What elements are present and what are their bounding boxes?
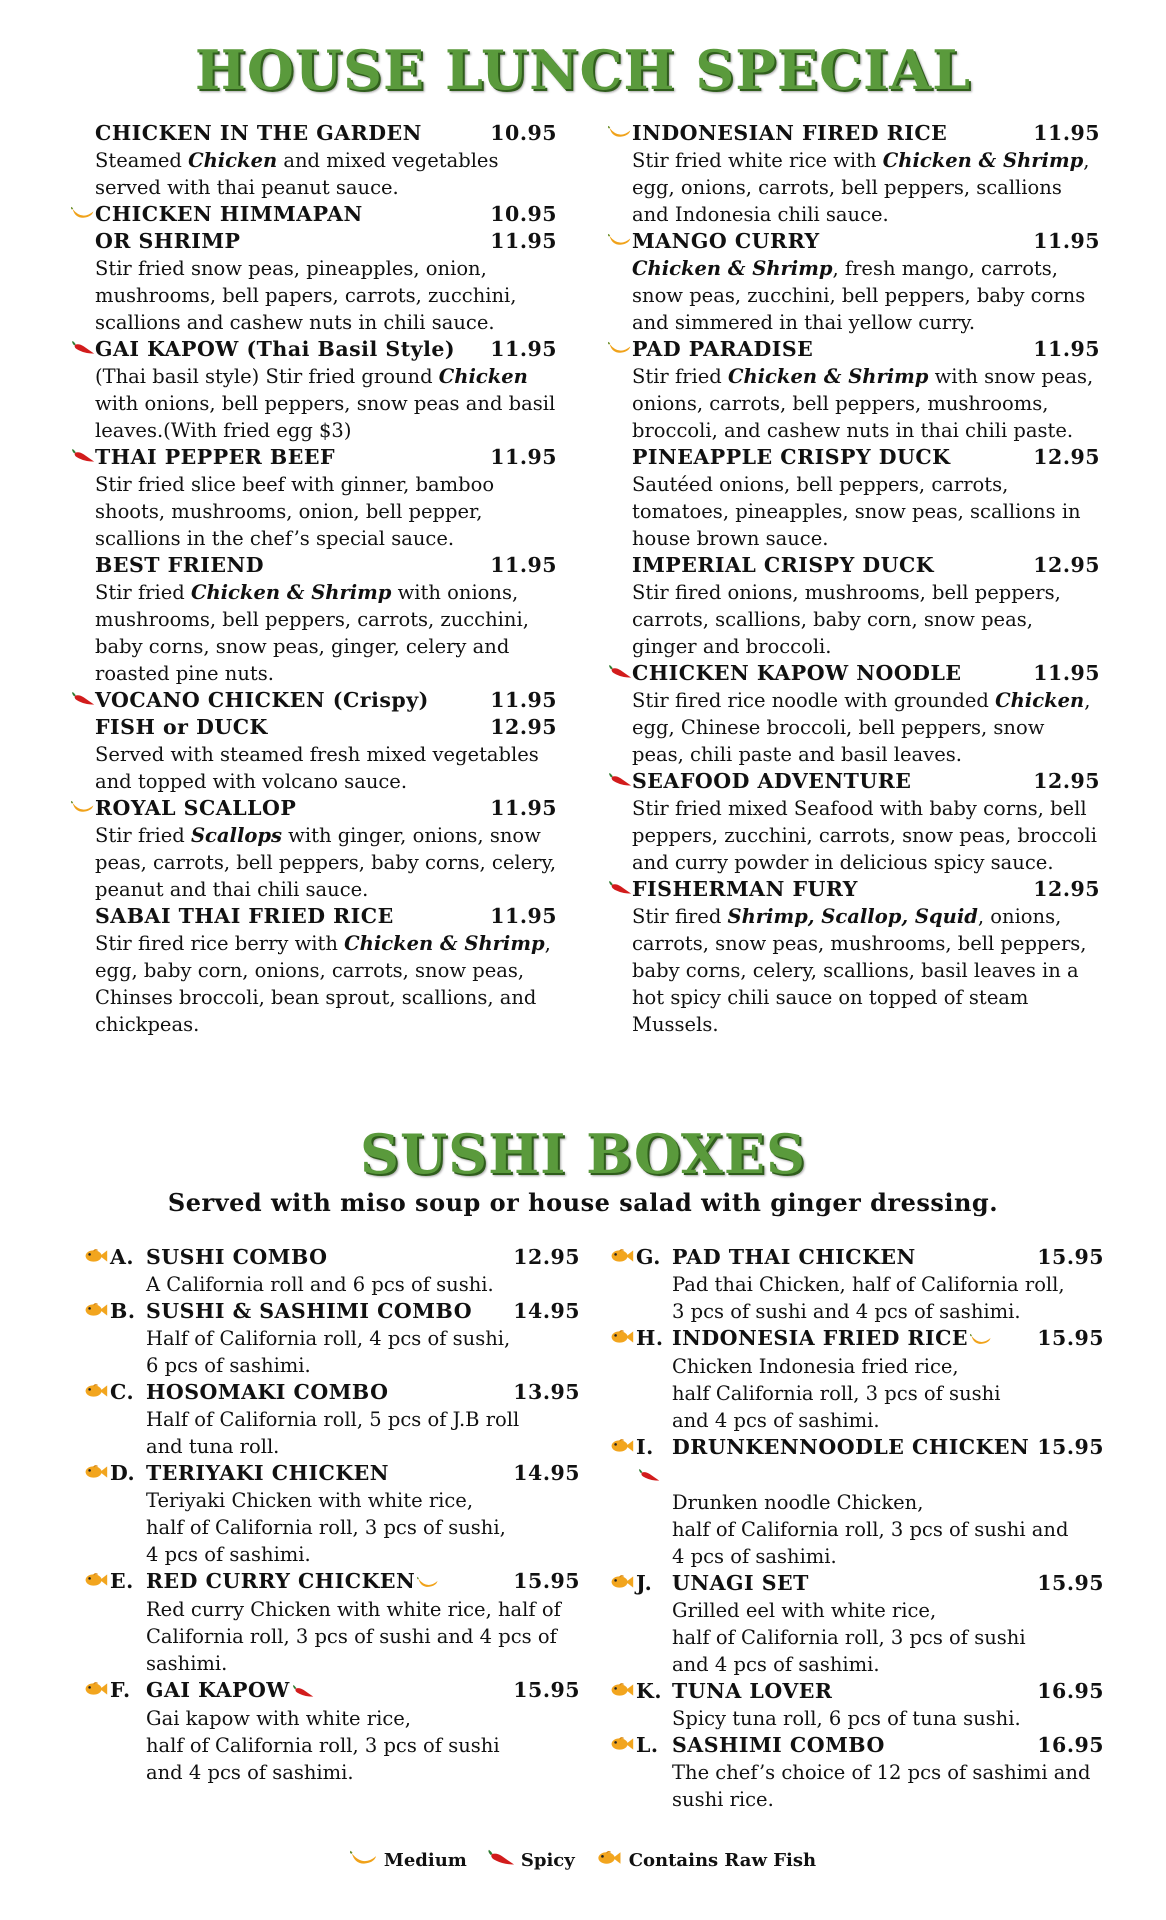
item-name: SABAI THAI FRIED RICE xyxy=(95,904,394,928)
item-description: Stir fried Scallops with ginger, onions, snow peas, carrots, bell peppers, baby corns, celery, peanut and thai chili sauce. xyxy=(95,824,557,901)
item-name: SUSHI & SASHIMI COMBO xyxy=(146,1299,473,1323)
item-price: 14.95 xyxy=(513,1299,580,1323)
item-description: A California roll and 6 pcs of sushi. xyxy=(146,1273,494,1296)
sushi-item xyxy=(636,1325,1104,1434)
item-name: HOSOMAKI COMBO xyxy=(146,1380,389,1404)
item-name: RED CURRY CHICKEN xyxy=(146,1569,416,1593)
item-description: Sautéed onions, bell peppers, carrots, tomatoes, pineapples, snow peas, scallions in house brown sauce. xyxy=(632,473,1081,550)
sushi-item xyxy=(636,1244,1104,1325)
item-description: Chicken Indonesia fried rice, half California roll, 3 pcs of sushi and 4 pcs of sashimi. xyxy=(672,1355,1001,1432)
item-code: J. xyxy=(636,1571,653,1595)
spicy-icon xyxy=(71,691,95,710)
spicy-icon xyxy=(71,448,95,467)
sushi-left-column xyxy=(110,1244,580,1786)
item-description: Pad thai Chicken, half of California roll, 3 pcs of sushi and 4 pcs of sashimi. xyxy=(672,1273,1065,1323)
item-description: Stir fired onions, mushrooms, bell peppers, carrots, scallions, baby corn, snow peas, ginger and broccoli. xyxy=(632,581,1061,658)
item-price: 11.95 xyxy=(1033,121,1100,145)
item-price: 16.95 xyxy=(1037,1679,1104,1703)
item-description: The chef’s choice of 12 pcs of sashimi and sushi rice. xyxy=(672,1761,1091,1811)
spicy-icon xyxy=(608,880,632,899)
item-price: 11.95 xyxy=(490,688,557,712)
item-description: Stir fried mixed Seafood with baby corns, bell peppers, zucchini, carrots, snow peas, broccoli and curry powder in delicious spicy sauce. xyxy=(632,797,1097,874)
menu-item xyxy=(632,228,1100,336)
item-price: 15.95 xyxy=(1037,1435,1104,1459)
item-price: 12.95 xyxy=(1033,553,1100,577)
item-description: Chicken & Shrimp, fresh mango, carrots, snow peas, zucchini, bell peppers, baby corns and simmered in thai yellow curry. xyxy=(632,257,1086,334)
medium-icon xyxy=(608,124,632,143)
menu-item xyxy=(95,120,557,201)
item-name: TERIYAKI CHICKEN xyxy=(146,1461,390,1485)
sushi-item xyxy=(110,1298,580,1379)
menu-item xyxy=(632,768,1100,876)
item-code: L. xyxy=(636,1733,659,1757)
menu-item xyxy=(95,336,557,444)
item-name: IMPERIAL CRISPY DUCK xyxy=(632,553,935,577)
item-name: CHICKEN KAPOW NOODLE xyxy=(632,661,962,685)
item-description: Stir fried snow peas, pineapples, onion, mushrooms, bell papers, carrots, zucchini, scallions and cashew nuts in chili sauce. xyxy=(95,257,517,334)
medium-icon xyxy=(608,340,632,359)
item-name: UNAGI SET xyxy=(672,1571,809,1595)
item-description: Stir fried slice beef with ginner, bamboo shoots, mushrooms, onion, bell pepper, scallions in the chef’s special sauce. xyxy=(95,473,495,550)
item-description: Half of California roll, 4 pcs of sushi, 6 pcs of sashimi. xyxy=(146,1327,511,1377)
medium-icon xyxy=(350,1849,378,1872)
item-name-alt: OR SHRIMP xyxy=(95,229,241,253)
spicy-icon xyxy=(608,664,632,683)
menu-item xyxy=(632,336,1100,444)
item-price: 12.95 xyxy=(513,1245,580,1269)
item-description: Served with steamed fresh mixed vegetables and topped with volcano sauce. xyxy=(95,743,539,793)
item-description: Steamed Chicken and mixed vegetables served with thai peanut sauce. xyxy=(95,149,499,199)
raw-fish-icon xyxy=(84,1382,108,1404)
sushi-item xyxy=(110,1677,580,1786)
raw-fish-icon xyxy=(84,1571,108,1593)
item-name: ROYAL SCALLOP xyxy=(95,796,297,820)
menu-item xyxy=(632,552,1100,660)
raw-fish-icon xyxy=(84,1680,108,1702)
item-description: (Thai basil style) Stir fried ground Chicken with onions, bell peppers, snow peas and basil leaves.(With fried egg $3) xyxy=(95,365,556,442)
item-description: Stir fried Chicken & Shrimp with snow peas, onions, carrots, bell peppers, mushrooms, broccoli, and cashew nuts in thai chili paste. xyxy=(632,365,1094,442)
raw-fish-icon xyxy=(595,1849,623,1872)
medium-icon xyxy=(417,1569,439,1596)
item-code: A. xyxy=(110,1245,135,1269)
item-name: PINEAPPLE CRISPY DUCK xyxy=(632,445,951,469)
raw-fish-icon xyxy=(610,1437,634,1459)
item-description: Teriyaki Chicken with white rice, half of California roll, 3 pcs of sushi, 4 pcs of sashimi. xyxy=(146,1489,506,1566)
item-description: Stir fired Shrimp, Scallop, Squid, onions, carrots, snow peas, mushrooms, bell peppers, baby corns, celery, scallions, basil leaves in a hot spicy chili sauce on topped of steam Mussels. xyxy=(632,905,1087,1036)
item-code: E. xyxy=(110,1569,134,1593)
raw-fish-icon xyxy=(610,1573,634,1595)
item-description: Stir fired rice berry with Chicken & Shrimp, egg, baby corn, onions, carrots, snow peas, Chinses broccoli, bean sprout, scallions, and chickpeas. xyxy=(95,932,551,1036)
item-price: 15.95 xyxy=(1037,1245,1104,1269)
item-name: SEAFOOD ADVENTURE xyxy=(632,769,912,793)
menu-item xyxy=(632,444,1100,552)
item-name: FISHERMAN FURY xyxy=(632,877,858,901)
sushi-item xyxy=(636,1732,1104,1813)
item-name: THAI PEPPER BEEF xyxy=(95,445,336,469)
item-price: 12.95 xyxy=(1033,445,1100,469)
item-price: 12.95 xyxy=(1033,769,1100,793)
item-name: INDONESIAN FIRED RICE xyxy=(632,121,948,145)
spicy-icon xyxy=(638,1462,660,1489)
item-description: Red curry Chicken with white rice, half of California roll, 3 pcs of sushi and 4 pcs of sashimi. xyxy=(146,1598,561,1675)
item-price: 11.95 xyxy=(1033,229,1100,253)
menu-item xyxy=(632,660,1100,768)
menu-item xyxy=(632,120,1100,228)
menu-item xyxy=(95,552,557,687)
item-price: 10.95 xyxy=(490,121,557,145)
medium-icon xyxy=(71,799,95,818)
item-description: Half of California roll, 5 pcs of J.B roll and tuna roll. xyxy=(146,1408,520,1458)
item-name: CHICKEN IN THE GARDEN xyxy=(95,121,422,145)
item-price: 11.95 xyxy=(490,553,557,577)
spicy-icon xyxy=(487,1849,515,1872)
sushi-item xyxy=(636,1678,1104,1732)
legend-spicy: Spicy xyxy=(487,1849,575,1872)
item-price: 16.95 xyxy=(1037,1733,1104,1757)
item-price: 12.95 xyxy=(1033,877,1100,901)
item-name: TUNA LOVER xyxy=(672,1679,833,1703)
item-name: VOCANO CHICKEN (Crispy) xyxy=(95,688,429,712)
item-price: 11.95 xyxy=(490,445,557,469)
menu-item xyxy=(95,903,557,1038)
menu-item xyxy=(95,795,557,903)
item-name: PAD THAI CHICKEN xyxy=(672,1245,916,1269)
item-name: PAD PARADISE xyxy=(632,337,814,361)
raw-fish-icon xyxy=(610,1328,634,1350)
item-price: 10.95 xyxy=(490,202,557,226)
menu-item xyxy=(632,876,1100,1038)
item-code: K. xyxy=(636,1679,662,1703)
item-price: 15.95 xyxy=(1037,1571,1104,1595)
medium-icon xyxy=(970,1326,992,1353)
raw-fish-icon xyxy=(610,1735,634,1757)
item-name: SASHIMI COMBO xyxy=(672,1733,885,1757)
item-code: I. xyxy=(636,1435,654,1459)
item-code: B. xyxy=(110,1299,136,1323)
sushi-subtitle: Served with miso soup or house salad with ginger dressing. xyxy=(167,1188,999,1217)
item-price-alt: 11.95 xyxy=(490,229,557,253)
item-price: 14.95 xyxy=(513,1461,580,1485)
lunch-right-column xyxy=(632,120,1100,1038)
item-price: 11.95 xyxy=(490,796,557,820)
sushi-item xyxy=(110,1379,580,1460)
menu-item xyxy=(95,444,557,552)
item-description: Spicy tuna roll, 6 pcs of tuna sushi. xyxy=(672,1707,1021,1730)
raw-fish-icon xyxy=(610,1247,634,1269)
raw-fish-icon xyxy=(84,1301,108,1323)
item-name: GAI KAPOW (Thai Basil Style) xyxy=(95,337,456,361)
item-price-alt: 12.95 xyxy=(490,715,557,739)
spicy-icon xyxy=(608,772,632,791)
item-name: CHICKEN HIMMAPAN xyxy=(95,202,363,226)
menu-item xyxy=(95,201,557,336)
item-price: 15.95 xyxy=(513,1569,580,1593)
item-code: D. xyxy=(110,1461,136,1485)
menu-item xyxy=(95,687,557,795)
sushi-item xyxy=(110,1568,580,1677)
item-description: Stir fired rice noodle with grounded Chicken, egg, Chinese broccoli, bell peppers, snow peas, chili paste and basil leaves. xyxy=(632,689,1091,766)
item-price: 11.95 xyxy=(490,904,557,928)
raw-fish-icon xyxy=(84,1463,108,1485)
item-price: 11.95 xyxy=(1033,661,1100,685)
item-description: Gai kapow with white rice, half of California roll, 3 pcs of sushi and 4 pcs of sashimi. xyxy=(146,1707,500,1784)
medium-icon xyxy=(71,205,95,224)
item-name: BEST FRIEND xyxy=(95,553,264,577)
medium-icon xyxy=(608,232,632,251)
spicy-icon xyxy=(292,1678,314,1705)
sushi-item xyxy=(110,1460,580,1568)
item-description: Drunken noodle Chicken, half of California roll, 3 pcs of sushi and 4 pcs of sashimi. xyxy=(672,1491,1069,1568)
item-description: Stir fried white rice with Chicken & Shrimp, egg, onions, carrots, bell peppers, scallions and Indonesia chili sauce. xyxy=(632,149,1090,226)
item-code: H. xyxy=(636,1326,664,1350)
lunch-left-column xyxy=(95,120,557,1038)
item-description: Stir fried Chicken & Shrimp with onions, mushrooms, bell peppers, carrots, zucchini, baby corns, snow peas, ginger, celery and roasted pine nuts. xyxy=(95,581,529,685)
item-name: INDONESIA FRIED RICE xyxy=(672,1326,969,1350)
sushi-item xyxy=(110,1244,580,1298)
item-description: Grilled eel with white rice, half of California roll, 3 pcs of sushi and 4 pcs of sashimi. xyxy=(672,1599,1026,1676)
legend-medium: Medium xyxy=(350,1849,467,1872)
item-price: 11.95 xyxy=(1033,337,1100,361)
raw-fish-icon xyxy=(610,1681,634,1703)
item-name: DRUNKENNOODLE CHICKEN xyxy=(672,1435,1030,1459)
item-name: SUSHI COMBO xyxy=(146,1245,328,1269)
item-price: 11.95 xyxy=(490,337,557,361)
item-name: MANGO CURRY xyxy=(632,229,820,253)
item-name-alt: FISH or DUCK xyxy=(95,715,268,739)
item-price: 15.95 xyxy=(1037,1326,1104,1350)
sushi-right-column xyxy=(636,1244,1104,1813)
sushi-item xyxy=(636,1570,1104,1678)
item-code: C. xyxy=(110,1380,135,1404)
sushi-item xyxy=(636,1434,1104,1570)
sushi-boxes-title: SUSHI BOXES xyxy=(360,1122,806,1186)
item-code: F. xyxy=(110,1678,131,1702)
item-code: G. xyxy=(636,1245,661,1269)
item-price: 13.95 xyxy=(513,1380,580,1404)
item-price: 15.95 xyxy=(513,1678,580,1702)
lunch-special-title: HOUSE LUNCH SPECIAL xyxy=(194,38,972,102)
item-name: GAI KAPOW xyxy=(146,1678,290,1702)
raw-fish-icon xyxy=(84,1247,108,1269)
legend xyxy=(0,1849,1166,1872)
legend-raw-fish: Contains Raw Fish xyxy=(595,1849,816,1872)
spicy-icon xyxy=(71,340,95,359)
